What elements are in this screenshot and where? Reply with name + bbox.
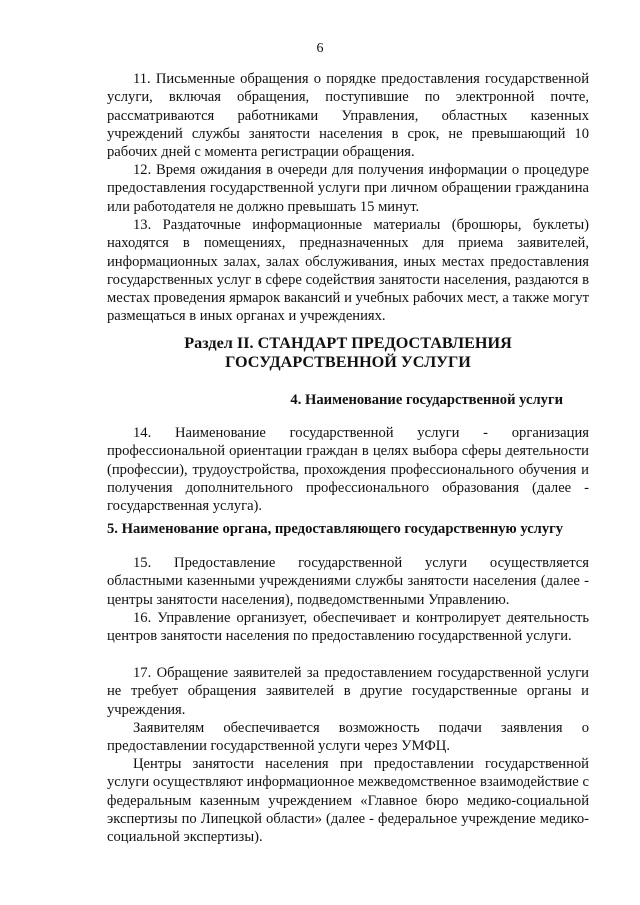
heading-5: 5. Наименование органа, предоставляющего государственную услугу (107, 521, 564, 537)
paragraph-11: 11. Письменные обращения о порядке предоставления государственной услуги, включая обращения, поступившие по электронной почте, рассматриваются работниками Управления, областных казенных учреждений службы занятости населения в срок, не превышающий 10 рабочих дней с момента регистрации обращения. (107, 71, 589, 161)
section-title: Раздел II. СТАНДАРТ ПРЕДОСТАВЛЕНИЯ ГОСУДАРСТВЕННОЙ УСЛУГИ (184, 334, 512, 371)
paragraph-14: 14. Наименование государственной услуги - организация профессиональной ориентации граждан в целях выбора сферы деятельности (профессии), трудоустройства, прохождения профессионального обучения и получения дополнительного профессионального образования (далее - государственная услуга). (107, 425, 589, 515)
paragraph-umfc: Заявителям обеспечивается возможность подачи заявления о предоставлении государственной услуги через УМФЦ. (107, 720, 589, 755)
paragraph-13: 13. Раздаточные информационные материалы (брошюры, буклеты) находятся в помещениях, предназначенных для приема заявителей, информационных залах, залах обслуживания, иных местах предоставления государственных услуг в сфере содействия занятости населения, раздаются в местах проведения ярмарок вакансий и учебных рабочих мест, а также могут размещаться в иных органах и учреждениях. (107, 217, 589, 325)
paragraph-15: 15. Предоставление государственной услуги осуществляется областными казенными учреждениями службы занятости населения (далее - центры занятости населения), подведомственными Управлению. (107, 555, 589, 608)
heading-4: 4. Наименование государственной услуги (290, 392, 563, 408)
paragraph-12: 12. Время ожидания в очереди для получения информации о процедуре предоставления государственной услуги при личном обращении гражданина или работодателя не должно превышать 15 минут. (107, 162, 589, 215)
paragraph-16: 16. Управление организует, обеспечивает и контролирует деятельность центров занятости населения по предоставлению государственной услуги. (107, 610, 589, 645)
paragraph-interaction: Центры занятости населения при предоставлении государственной услуги осуществляют информационное межведомственное взаимодействие с федеральным казенным учреждением «Главное бюро медико-социальной экспертизы по Липецкой области» (далее - федеральное учреждение медико-социальной экспертизы). (107, 756, 589, 846)
page-number: 6 (316, 41, 324, 56)
paragraph-17: 17. Обращение заявителей за предоставлением государственной услуги не требует обращения заявителей в другие государственные органы и учреждения. (107, 665, 589, 718)
